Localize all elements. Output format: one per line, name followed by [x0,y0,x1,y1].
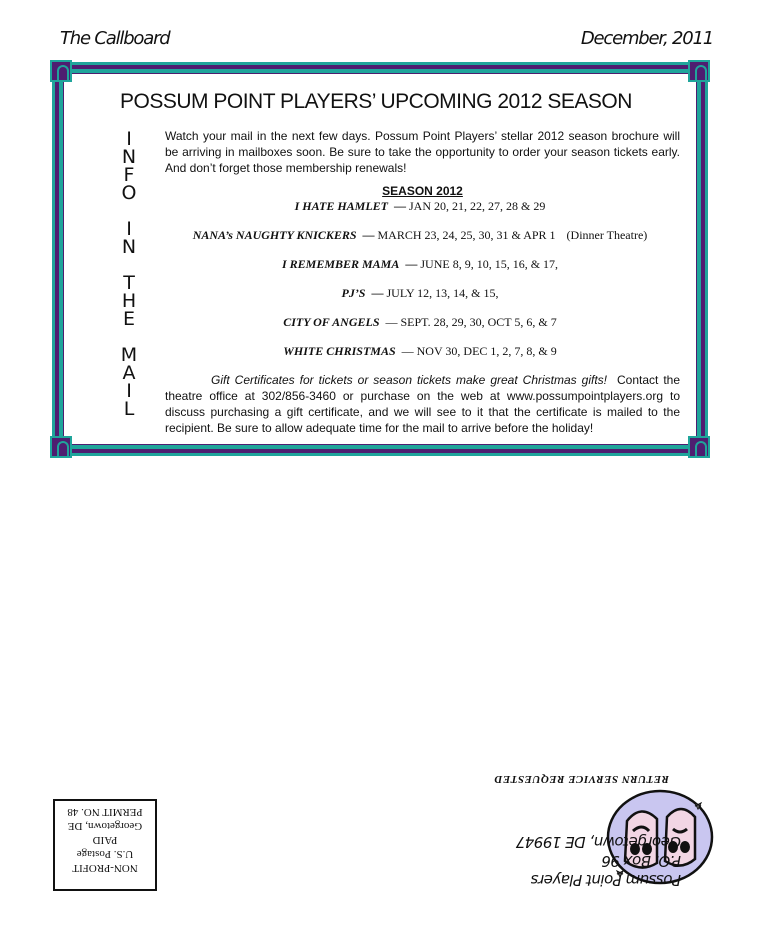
postage-line: PERMIT NO. 48 [67,806,143,818]
show-note: (Dinner Theatre) [566,228,648,242]
vertical-caption [116,130,142,430]
postage-line: U.S. Postage [76,848,134,860]
frame-corner-ornament [50,60,72,82]
vertical-letter: N [121,146,137,168]
return-address-line: Georgetown, DE 19947 [516,833,681,851]
postage-line: Georgetown, DE [67,820,143,832]
return-address-line: P.O. Box 96 [601,852,681,870]
vertical-letter: O [121,182,137,204]
vertical-letter: F [123,164,135,186]
dash: — [382,315,401,329]
return-address [516,832,681,889]
dash: — [391,199,409,213]
vertical-letter: I [126,128,132,150]
frame-corner-ornament [688,436,710,458]
show-listing [120,286,720,301]
show-dates: JUNE 8, 9, 10, 15, 16, & 17, [420,257,559,271]
vertical-letter: N [121,236,137,258]
vertical-letter: T [123,272,135,294]
gift-details: Contact the theatre office at 302/856-3460 or purchase on the web at www.possumpointplayers.org to discuss purchasing a gift certificate, and we will see to it that the certificate is mailed to the recipient. Be sure to allow adequate time for the mail to arrive before the holiday! [165,373,681,435]
mailing-panel [0,760,765,947]
show-title: CITY OF ANGELS [283,315,380,329]
show-dates: SEPT. 28, 29, 30, OCT 5, 6, & 7 [400,315,557,329]
show-title: NANA’s NAUGHTY KNICKERS [192,228,357,242]
show-listing [120,199,720,214]
season-heading: SEASON 2012 [382,184,463,198]
show-dates: JULY 12, 13, 14, & 15, [386,286,499,300]
dash: — [398,344,417,358]
postage-line: PAID [92,834,118,846]
vertical-letter: E [122,308,135,330]
show-listing [120,344,720,359]
dash: — [359,228,378,242]
vertical-letter: H [121,290,137,312]
frame-corner-ornament [50,436,72,458]
show-listing [120,228,720,243]
vertical-letter: M [120,344,138,366]
vertical-letter: I [126,380,132,402]
return-service-requested: RETURN SERVICE REQUESTED [493,773,669,785]
dash: — [402,257,421,271]
show-title: I HATE HAMLET [294,199,388,213]
show-dates: MARCH 23, 24, 25, 30, 31 & APR 1 [377,228,556,242]
postage-indicia [53,799,157,891]
show-dates: JAN 20, 21, 22, 27, 28 & 29 [409,199,546,213]
vertical-letter: L [123,398,135,420]
vertical-letter: I [126,218,132,240]
issue-date: December, 2011 [580,28,713,49]
show-listing [120,257,720,272]
article-title: POSSUM POINT PLAYERS’ UPCOMING 2012 SEASON [120,90,632,113]
show-title: I REMEMBER MAMA [281,257,400,271]
return-address-line: Possum Point Players [531,871,681,889]
show-listing [120,315,720,330]
newsletter-name: The Callboard [60,28,170,49]
gift-lead: Gift Certificates for tickets or season tickets make great Christmas gifts! [211,373,607,387]
show-dates: NOV 30, DEC 1, 2, 7, 8, & 9 [416,344,557,358]
vertical-letter: A [122,362,136,384]
intro-paragraph: Watch your mail in the next few days. Possum Point Players’ stellar 2012 season brochure will be arriving in mailboxes soon. Be sure to take the opportunity to order your season tickets early. And don’t forget those membership renewals! [165,129,680,175]
gift-certificate-paragraph [165,372,680,436]
postage-line: NON-PROFIT [72,862,138,874]
show-title: WHITE CHRISTMAS [283,344,396,358]
frame-corner-ornament [688,60,710,82]
show-title: PJ’S [341,286,366,300]
dash: — [368,286,387,300]
